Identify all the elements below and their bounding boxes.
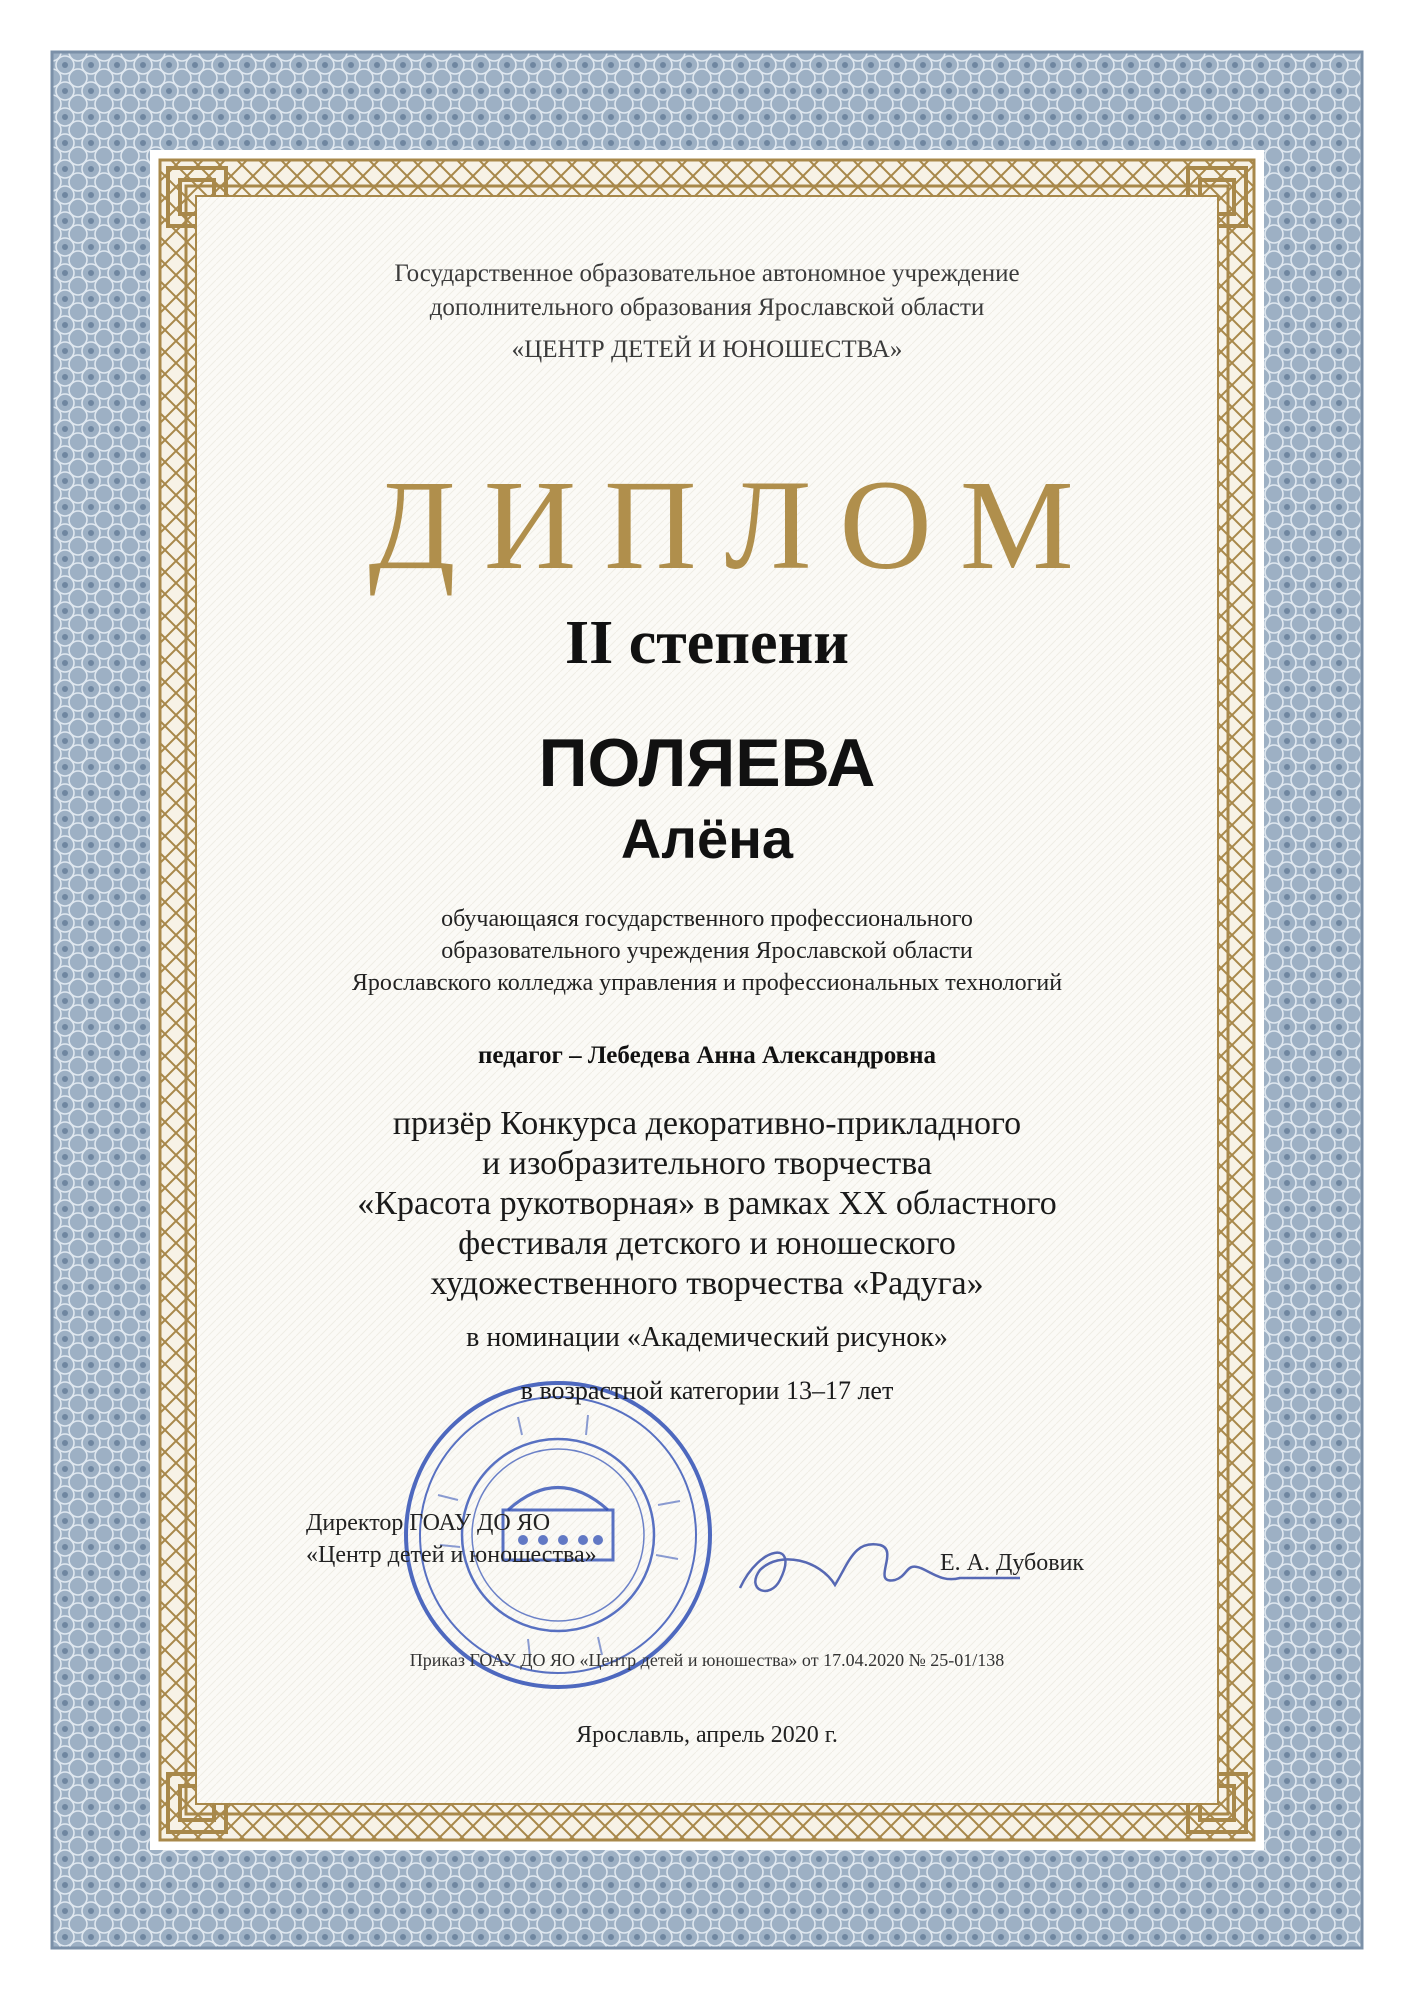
award-line-5: художественного творчества «Радуга» <box>430 1265 984 1302</box>
organization-name: «ЦЕНТР ДЕТЕЙ И ЮНОШЕСТВА» <box>511 336 903 363</box>
director-position-line-2: «Центр детей и юношества» <box>306 1542 597 1568</box>
award-line-1: призёр Конкурса декоративно-прикладного <box>392 1105 1022 1142</box>
study-line-2: образовательного учреждения Ярославской области <box>441 938 973 964</box>
organization-line-1: Государственное образовательное автономное учреждение <box>394 260 1020 287</box>
study-line-3: Ярославского колледжа управления и профессиональных технологий <box>351 970 1063 996</box>
diploma-degree: II степени <box>565 609 849 677</box>
age-category: в возрастной категории 13–17 лет <box>520 1376 894 1405</box>
award-line-3: «Красота рукотворная» в рамках XX областного <box>357 1185 1057 1222</box>
place-date: Ярославль, апрель 2020 г. <box>576 1722 838 1748</box>
award-line-2: и изобразительного творчества <box>482 1145 932 1182</box>
order-reference: Приказ ГОАУ ДО ЯО «Центр детей и юношества» от 17.04.2020 № 25-01/138 <box>409 1650 1005 1670</box>
organization-line-2: дополнительного образования Ярославской области <box>429 294 985 321</box>
nomination: в номинации «Академический рисунок» <box>466 1322 948 1353</box>
recipient-surname: ПОЛЯЕВА <box>538 725 876 801</box>
diploma-title: ДИПЛОМ <box>368 454 1102 596</box>
award-line-4: фестиваля детского и юношеского <box>458 1225 956 1262</box>
director-name: Е. А. Дубовик <box>940 1550 1085 1576</box>
director-position-line-1: Директор ГОАУ ДО ЯО <box>306 1510 551 1536</box>
recipient-firstname: Алёна <box>620 807 794 870</box>
teacher-line: педагог – Лебедева Анна Александровна <box>477 1042 937 1069</box>
study-line-1: обучающаяся государственного профессионального <box>441 906 973 932</box>
